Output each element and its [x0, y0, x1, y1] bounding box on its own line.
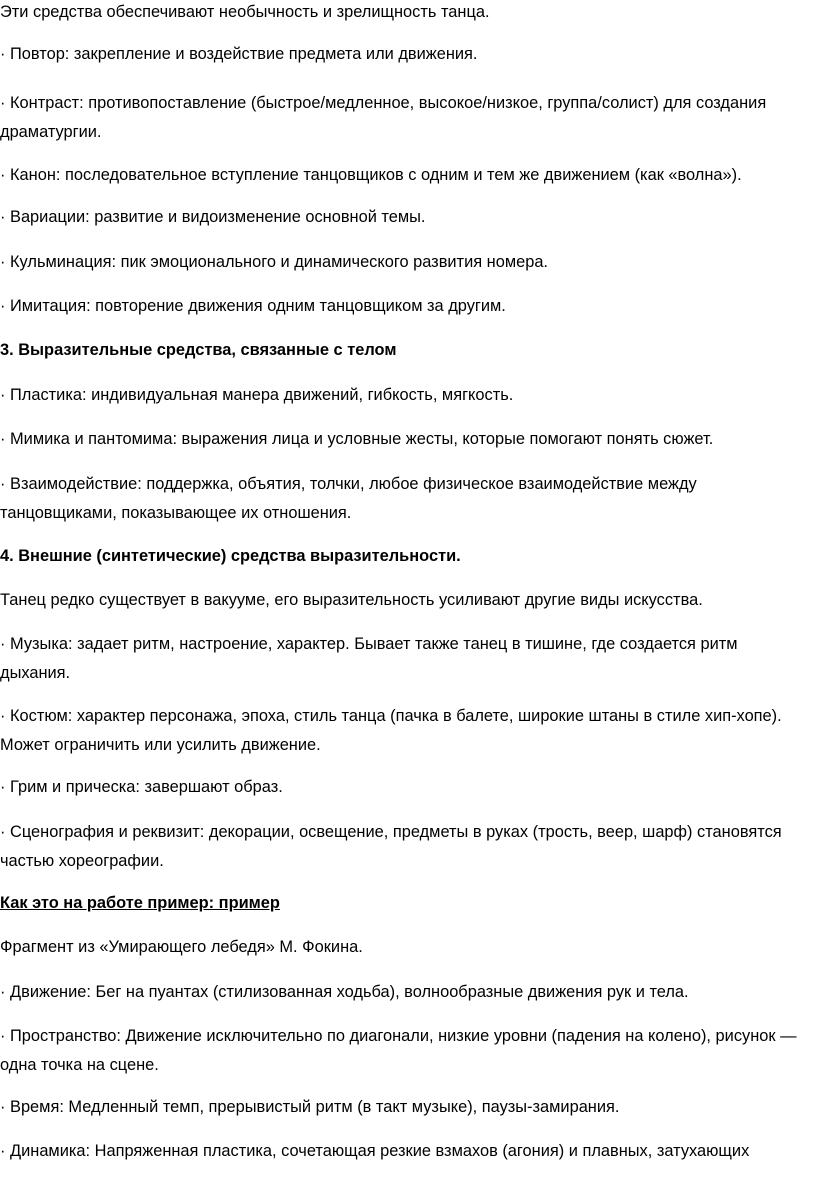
intro-paragraph: Эти средства обеспечивают необычность и зрелищность танца. — [0, 3, 490, 21]
section-heading-3: 3. Выразительные средства, связанные с телом — [0, 341, 397, 359]
bullet-interaction: · Взаимодействие: поддержка, объятия, толчки, любое физическое взаимодействие между танцовщиками, показывающее их отношения. — [0, 475, 697, 522]
section-heading-4: 4. Внешние (синтетические) средства выразительности. — [0, 547, 461, 565]
bullet-contrast: · Контраст: противопоставление (быстрое/медленное, высокое/низкое, группа/солист) для создания драматургии. — [0, 94, 767, 141]
bullet-variations: · Вариации: развитие и видоизменение основной темы. — [0, 208, 426, 226]
bullet-plasticity: · Пластика: индивидуальная манера движений, гибкость, мягкость. — [0, 386, 514, 404]
bullet-repeat: · Повтор: закрепление и воздействие предмета или движения. — [0, 45, 478, 63]
bullet-music: · Музыка: задает ритм, настроение, характер. Бывает также танец в тишине, где создается ритм дыхания. — [0, 635, 738, 682]
bullet-culmination: · Кульминация: пик эмоционального и динамического развития номера. — [0, 253, 548, 271]
bullet-dynamics: · Динамика: Напряженная пластика, сочетающая резкие взмахов (агония) и плавных, затухающих — [0, 1142, 750, 1160]
bullet-space: · Пространство: Движение исключительно по диагонали, низкие уровни (падения на колено), рисунок — одна точка на сцене. — [0, 1027, 797, 1074]
bullet-scenography: · Сценография и реквизит: декорации, освещение, предметы в руках (трость, веер, шарф) становятся частью хореографии. — [0, 823, 782, 870]
example-heading: Как это на работе пример: пример — [0, 894, 280, 912]
external-intro: Танец редко существует в вакууме, его выразительность усиливают другие виды искусства. — [0, 591, 703, 609]
bullet-time: · Время: Медленный темп, прерывистый ритм (в такт музыке), паузы-замирания. — [0, 1098, 620, 1116]
example-intro: Фрагмент из «Умирающего лебедя» М. Фокина. — [0, 938, 363, 956]
bullet-movement: · Движение: Бег на пуантах (стилизованная ходьба), волнообразные движения рук и тела. — [0, 983, 689, 1001]
bullet-imitation: · Имитация: повторение движения одним танцовщиком за другим. — [0, 297, 506, 315]
bullet-costume: · Костюм: характер персонажа, эпоха, стиль танца (пачка в балете, широкие штаны в стиле хип-хопе). Может ограничить или усилить движение. — [0, 707, 782, 754]
bullet-canon: · Канон: последовательное вступление танцовщиков с одним и тем же движением (как «волна»). — [0, 166, 742, 184]
bullet-mimicry: · Мимика и пантомима: выражения лица и условные жесты, которые помогают понять сюжет. — [0, 430, 714, 448]
bullet-makeup: · Грим и прическа: завершают образ. — [0, 778, 283, 796]
